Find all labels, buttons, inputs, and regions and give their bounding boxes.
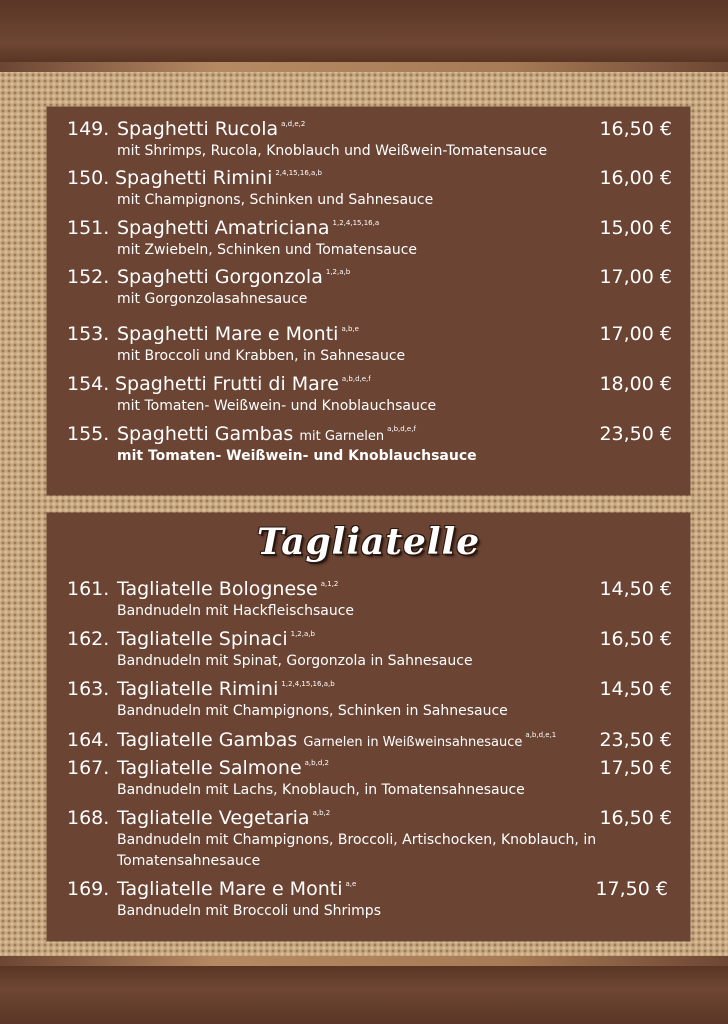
header-rule — [0, 62, 728, 72]
item-number: 149. — [67, 118, 110, 140]
item-price: 16,50 € — [599, 807, 672, 829]
item-price: 17,50 € — [599, 757, 672, 779]
item-description: Bandnudeln mit Lachs, Knoblauch, in Tomatensahnesauce — [117, 782, 525, 798]
item-note: Garnelen in Weißweinsahnesauce — [303, 735, 523, 750]
item-description: Bandnudeln mit Champignons, Schinken in Sahnesauce — [117, 703, 508, 719]
item-price: 14,50 € — [599, 578, 672, 600]
item-price: 16,50 € — [599, 628, 672, 650]
item-name: Tagliatelle Vegetaria $^{a,b,2}$ — [117, 807, 331, 829]
allergen-codes: a,e — [345, 880, 357, 888]
allergen-codes: 1,2,4,15,16,a,b — [281, 680, 335, 688]
item-name: Tagliatelle Spinaci $^{1,2,a,b}$ — [117, 628, 315, 650]
allergen-codes: a,b,d,e,f — [341, 375, 371, 383]
item-number: 151. — [67, 217, 110, 239]
allergen-codes: a,b,2 — [312, 809, 331, 817]
item-name: Spaghetti Rimini $^{2,4,15,16,a,b}$ — [115, 167, 322, 189]
item-description: mit Gorgonzolasahnesauce — [117, 291, 308, 307]
item-number: 154. — [67, 373, 110, 395]
item-price: 23,50 € — [599, 423, 672, 445]
item-description: Bandnudeln mit Champignons, Broccoli, Artischocken, Knoblauch, in Tomatensahnesauce — [117, 832, 597, 869]
item-name: Tagliatelle Gambas Garnelen in Weißweinsahnesauce $^{a,b,d,e,1}$ — [117, 729, 557, 751]
allergen-codes: a,1,2 — [320, 580, 339, 588]
item-price: 17,00 € — [599, 266, 672, 288]
header-band — [0, 0, 728, 62]
item-name: Spaghetti Amatriciana $^{1,2,4,15,16,a}$ — [117, 217, 380, 239]
item-number: 152. — [67, 266, 110, 288]
allergen-codes: a,b,d,e,1 — [525, 731, 557, 739]
item-price: 16,00 € — [599, 167, 672, 189]
item-number: 153. — [67, 323, 110, 345]
item-name: Tagliatelle Salmone $^{a,b,d,2}$ — [117, 757, 329, 779]
item-description: mit Tomaten- Weißwein- und Knoblauchsauce — [117, 398, 437, 414]
allergen-codes: a,b,e — [341, 325, 359, 333]
footer-rule — [0, 956, 728, 966]
item-number: 168. — [67, 807, 110, 829]
item-number: 164. — [67, 729, 110, 751]
item-number: 169. — [67, 878, 110, 900]
item-name: Spaghetti Gorgonzola $^{1,2,a,b}$ — [117, 266, 351, 288]
item-name: Spaghetti Frutti di Mare $^{a,b,d,e,f}$ — [115, 373, 371, 395]
item-price: 15,00 € — [599, 217, 672, 239]
item-price: 23,50 € — [599, 729, 672, 751]
spaghetti-panel — [47, 107, 690, 495]
item-number: 161. — [67, 578, 110, 600]
footer-band — [0, 966, 728, 1024]
item-name: Spaghetti Mare e Monti $^{a,b,e}$ — [117, 323, 359, 345]
tagliatelle-panel — [47, 513, 690, 941]
item-number: 167. — [67, 757, 110, 779]
allergen-codes: 1,2,a,b — [290, 630, 315, 638]
item-name: Spaghetti Rucola $^{a,d,e,2}$ — [117, 118, 306, 140]
item-number: 150. — [67, 167, 110, 189]
item-description: mit Broccoli und Krabben, in Sahnesauce — [117, 348, 406, 364]
item-description: Bandnudeln mit Spinat, Gorgonzola in Sahnesauce — [117, 653, 473, 669]
allergen-codes: a,b,d,2 — [304, 759, 329, 767]
item-name: Tagliatelle Mare e Monti $^{a,e}$ — [117, 878, 357, 900]
item-price: 16,50 € — [599, 118, 672, 140]
item-price: 14,50 € — [599, 678, 672, 700]
allergen-codes: a,b,d,e,f — [387, 425, 416, 433]
item-description: Bandnudeln mit Hackfleischsauce — [117, 603, 355, 619]
allergen-codes: 1,2,4,15,16,a — [332, 219, 380, 227]
item-note: mit Garnelen — [299, 429, 385, 444]
item-description: Bandnudeln mit Broccoli und Shrimps — [117, 903, 381, 919]
item-number: 155. — [67, 423, 110, 445]
allergen-codes: 2,4,15,16,a,b — [275, 169, 322, 177]
item-description: mit Champignons, Schinken und Sahnesauce — [117, 192, 434, 208]
item-description: mit Shrimps, Rucola, Knoblauch und Weißwein-Tomatensauce — [117, 143, 548, 159]
allergen-codes: 1,2,a,b — [325, 268, 351, 276]
item-name: Tagliatelle Rimini $^{1,2,4,15,16,a,b}$ — [117, 678, 335, 700]
item-name: Tagliatelle Bolognese $^{a,1,2}$ — [117, 578, 339, 600]
item-price: 17,50 € — [595, 878, 668, 900]
item-price: 18,00 € — [599, 373, 672, 395]
item-number: 162. — [67, 628, 110, 650]
allergen-codes: a,d,e,2 — [281, 120, 306, 128]
item-name: Spaghetti Gambas mit Garnelen $^{a,b,d,e,f}$ — [117, 423, 416, 445]
item-description: mit Zwiebeln, Schinken und Tomatensauce — [117, 242, 418, 258]
item-description: mit Tomaten- Weißwein- und Knoblauchsauce — [117, 448, 477, 464]
item-price: 17,00 € — [599, 323, 672, 345]
item-number: 163. — [67, 678, 110, 700]
section-heading: Tagliatelle — [256, 521, 481, 563]
